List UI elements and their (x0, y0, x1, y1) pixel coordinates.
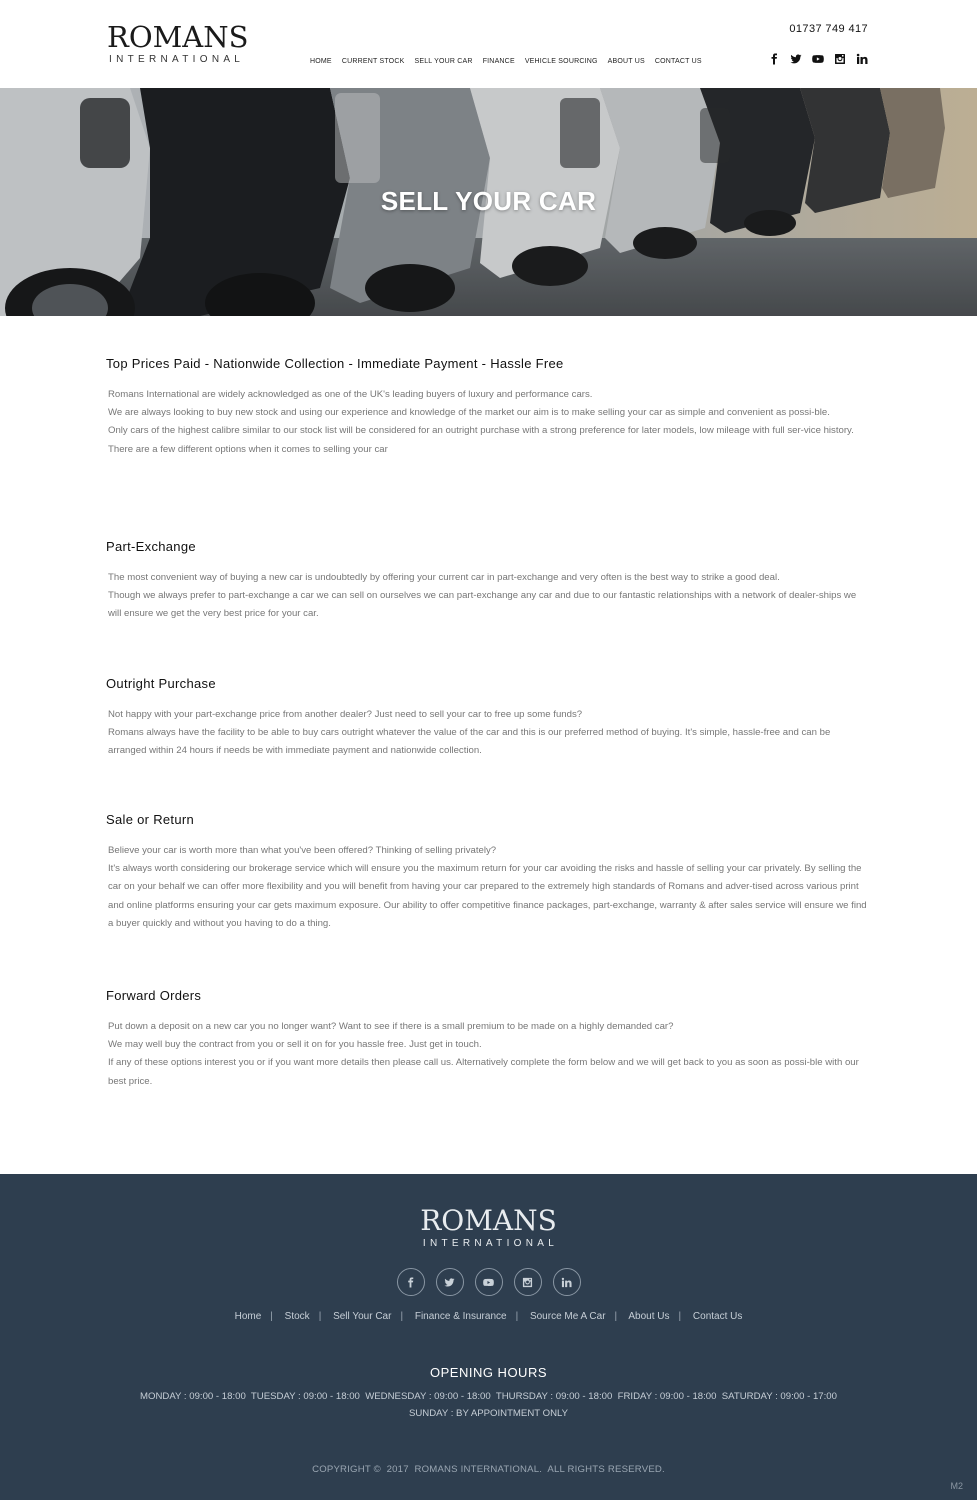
section-body (106, 842, 871, 933)
instagram-icon[interactable] (514, 1268, 542, 1296)
footer-link-sell-your-car[interactable]: Sell Your Car (333, 1311, 392, 1322)
opening-hours (0, 1388, 977, 1422)
linkedin-icon[interactable] (553, 1268, 581, 1296)
hero-banner (0, 88, 977, 316)
nav-contact-us[interactable]: CONTACT US (654, 58, 702, 65)
opening-hours-sunday: SUNDAY : BY APPOINTMENT ONLY (408, 1408, 569, 1419)
footer-link-stock[interactable]: Stock (284, 1311, 310, 1322)
paragraph: Believe your car is worth more than what you've been offered? Thinking of selling privately? (108, 845, 497, 856)
section-intro (106, 356, 871, 459)
section-title: Outright Purchase (106, 676, 216, 691)
footer-link-finance-insurance[interactable]: Finance & Insurance (414, 1311, 507, 1322)
section-sale-or-return (106, 812, 871, 933)
section-part-exchange (106, 539, 871, 624)
paragraph: If any of these options interest you or if you want more details then please call us. Alternatively complete the form below and we will get back to you as soon as possi-ble with our best price. (108, 1057, 859, 1087)
paragraph: There are a few different options when it comes to selling your car (108, 443, 388, 455)
section-title: Sale or Return (106, 812, 195, 827)
section-body (106, 706, 871, 761)
phone-number[interactable]: 01737 749 417 (789, 23, 868, 35)
footer-logo-subtitle: INTERNATIONAL (422, 1238, 559, 1249)
section-outright-purchase (106, 676, 871, 761)
site-logo[interactable] (107, 22, 249, 65)
footer-link-home[interactable]: Home (234, 1311, 262, 1322)
footer-link-about-us[interactable]: About Us (628, 1311, 670, 1322)
logo-wordmark: ROMANS (107, 20, 249, 54)
divider: | (515, 1311, 519, 1322)
section-title: Forward Orders (106, 988, 202, 1003)
site-header (0, 0, 977, 88)
paragraph: It's always worth considering our brokerage service which will ensure you the maximum return for your car avoiding the risks and hassle of selling your car privately. By selling the car on your behalf we can offer more flexibility and you will benefit from having your car prepared to the extremely high standards of Romans and adver-tised across various print and online platforms ensuring your car gets maximum exposure. Our ability to offer competitive finance packages, part-exchange, warranty & after sales service will ensure we find a buyer quickly and without you having to do a thing. (108, 863, 867, 929)
linkedin-icon[interactable] (855, 52, 869, 66)
nav-sell-your-car[interactable]: SELL YOUR CAR (414, 58, 473, 65)
copyright: COPYRIGHT © 2017 ROMANS INTERNATIONAL. ALL RIGHTS RESERVED. (312, 1464, 665, 1475)
divider: | (318, 1311, 322, 1322)
paragraph: Only cars of the highest calibre similar to our stock list will be considered for an outright purchase with a strong preference for later models, low mileage with full ser-vice history. (108, 425, 854, 437)
nav-current-stock[interactable]: CURRENT STOCK (341, 58, 405, 65)
instagram-icon[interactable] (833, 52, 847, 66)
site-footer (0, 1174, 977, 1500)
facebook-icon[interactable] (767, 52, 781, 66)
divider: | (614, 1311, 618, 1322)
nav-about-us[interactable]: ABOUT US (607, 58, 645, 65)
section-body (106, 1018, 871, 1091)
footer-logo[interactable] (0, 1206, 977, 1249)
hero-title: SELL YOUR CAR (380, 186, 597, 216)
facebook-icon[interactable] (397, 1268, 425, 1296)
twitter-icon[interactable] (789, 52, 803, 66)
footer-social-links (0, 1268, 977, 1296)
twitter-icon[interactable] (436, 1268, 464, 1296)
youtube-icon[interactable] (475, 1268, 503, 1296)
paragraph: Romans always have the facility to be able to buy cars outright whatever the value of the car and this is our preferred method of buying. It's simple, hassle-free and can be arranged within 24 hours if needs be with immediate payment and nationwide collection. (108, 727, 831, 757)
paragraph: Though we always prefer to part-exchange a car we can sell on ourselves we can part-exchange any car and due to our fantastic relationships with a network of dealer-ships we will ensure we get the very best price for your car. (108, 590, 857, 620)
footer-logo-wordmark: ROMANS (420, 1204, 557, 1237)
footer-nav (0, 1311, 977, 1322)
header-social-links (767, 52, 869, 66)
footer-link-source-me-a-car[interactable]: Source Me A Car (529, 1311, 606, 1322)
nav-home[interactable]: HOME (310, 58, 332, 65)
main-nav (310, 58, 712, 65)
section-title: Top Prices Paid - Nationwide Collection - Immediate Payment - Hassle Free (106, 356, 564, 371)
footer-link-contact-us[interactable]: Contact Us (692, 1311, 743, 1322)
section-forward-orders (106, 988, 871, 1091)
opening-hours-title: OPENING HOURS (429, 1365, 547, 1380)
logo-subtitle: INTERNATIONAL (109, 54, 245, 65)
divider: | (678, 1311, 682, 1322)
youtube-icon[interactable] (811, 52, 825, 66)
section-body (106, 386, 871, 459)
corner-badge: M2 (950, 1481, 963, 1491)
opening-hours-weekdays: MONDAY : 09:00 - 18:00 TUESDAY : 09:00 - 18:00 WEDNESDAY : 09:00 - 18:00 THURSDAY : 09:00 - 18:00 FRIDAY : 09:00 - 18:00 SATURDAY : 09:00 - 17:00 (140, 1391, 837, 1402)
divider: | (270, 1311, 273, 1322)
nav-vehicle-sourcing[interactable]: VEHICLE SOURCING (524, 58, 598, 65)
paragraph: Put down a deposit on a new car you no longer want? Want to see if there is a small premium to be made on a highly demanded car? (108, 1021, 674, 1032)
paragraph: The most convenient way of buying a new car is undoubtedly by offering your current car in part-exchange and very often is the best way to strike a good deal. (108, 572, 780, 583)
paragraph: We are always looking to buy new stock and using our experience and knowledge of the market our aim is to make selling your car as simple and convenient as possi-ble. (108, 407, 830, 419)
section-body (106, 569, 871, 624)
section-title: Part-Exchange (106, 539, 196, 554)
paragraph: Romans International are widely acknowledged as one of the UK's leading buyers of luxury and performance cars. (108, 389, 593, 400)
paragraph: We may well buy the contract from you or sell it on for you hassle free. Just get in touch. (108, 1039, 482, 1051)
nav-finance[interactable]: FINANCE (482, 58, 515, 65)
paragraph: Not happy with your part-exchange price from another dealer? Just need to sell your car to free up some funds? (108, 709, 583, 720)
divider: | (400, 1311, 404, 1322)
